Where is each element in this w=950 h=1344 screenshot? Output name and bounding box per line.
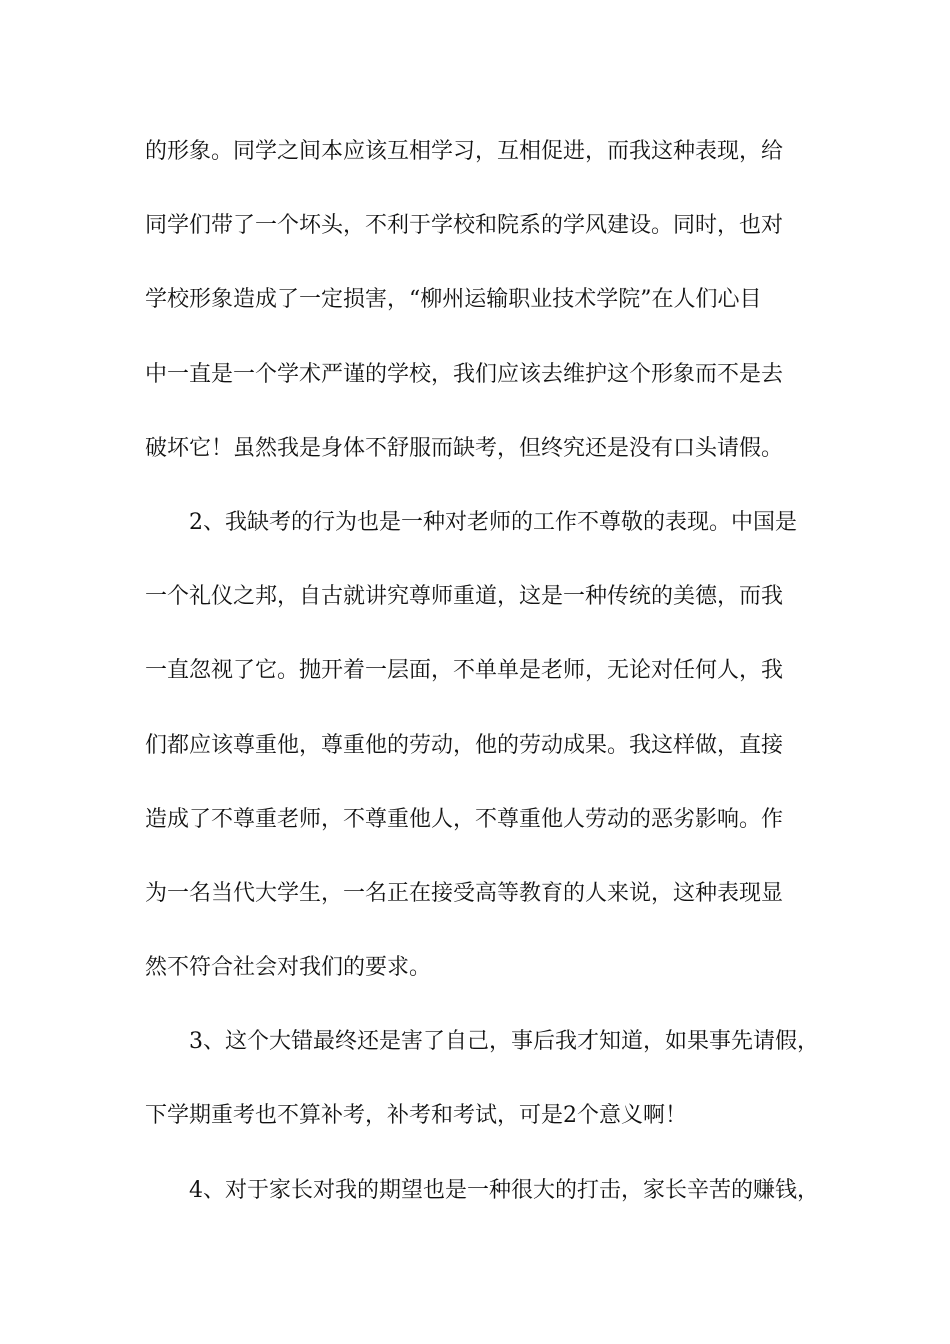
text-line: 中一直是一个学术严谨的学校，我们应该去维护这个形象而不是去 <box>145 361 784 387</box>
text-line: 下学期重考也不算补考，补考和考试，可是2个意义啊！ <box>145 1103 687 1129</box>
text-line: 一直忽视了它。抛开着一层面，不单单是老师，无论对任何人，我 <box>145 658 784 684</box>
paragraph-4-start: 4、对于家长对我的期望也是一种很大的打击，家长辛苦的赚钱， <box>189 1177 819 1203</box>
text-line: 同学们带了一个坏头，不利于学校和院系的学风建设。同时，也对 <box>145 213 784 239</box>
text-line: 的形象。同学之间本应该互相学习，互相促进，而我这种表现，给 <box>145 139 784 164</box>
text-line: 一个礼仪之邦，自古就讲究尊师重道，这是一种传统的美德，而我 <box>145 584 784 610</box>
text-line: 破坏它！虽然我是身体不舒服而缺考，但终究还是没有口头请假。 <box>145 435 784 461</box>
paragraph-2-start: 2、我缺考的行为也是一种对老师的工作不尊敬的表现。中国是 <box>189 509 797 535</box>
text-line: 学校形象造成了一定损害，“柳州运输职业技术学院”在人们心目 <box>145 287 762 313</box>
text-line: 造成了不尊重老师，不尊重他人，不尊重他人劳动的恶劣影响。作 <box>145 806 784 832</box>
text-line: 为一名当代大学生，一名正在接受高等教育的人来说，这种表现显 <box>145 880 784 906</box>
text-line: 们都应该尊重他，尊重他的劳动，他的劳动成果。我这样做，直接 <box>145 732 784 758</box>
paragraph-3-start: 3、这个大错最终还是害了自己，事后我才知道，如果事先请假， <box>189 1029 819 1055</box>
text-line: 然不符合社会对我们的要求。 <box>145 955 432 981</box>
body-text <box>145 130 835 1243</box>
